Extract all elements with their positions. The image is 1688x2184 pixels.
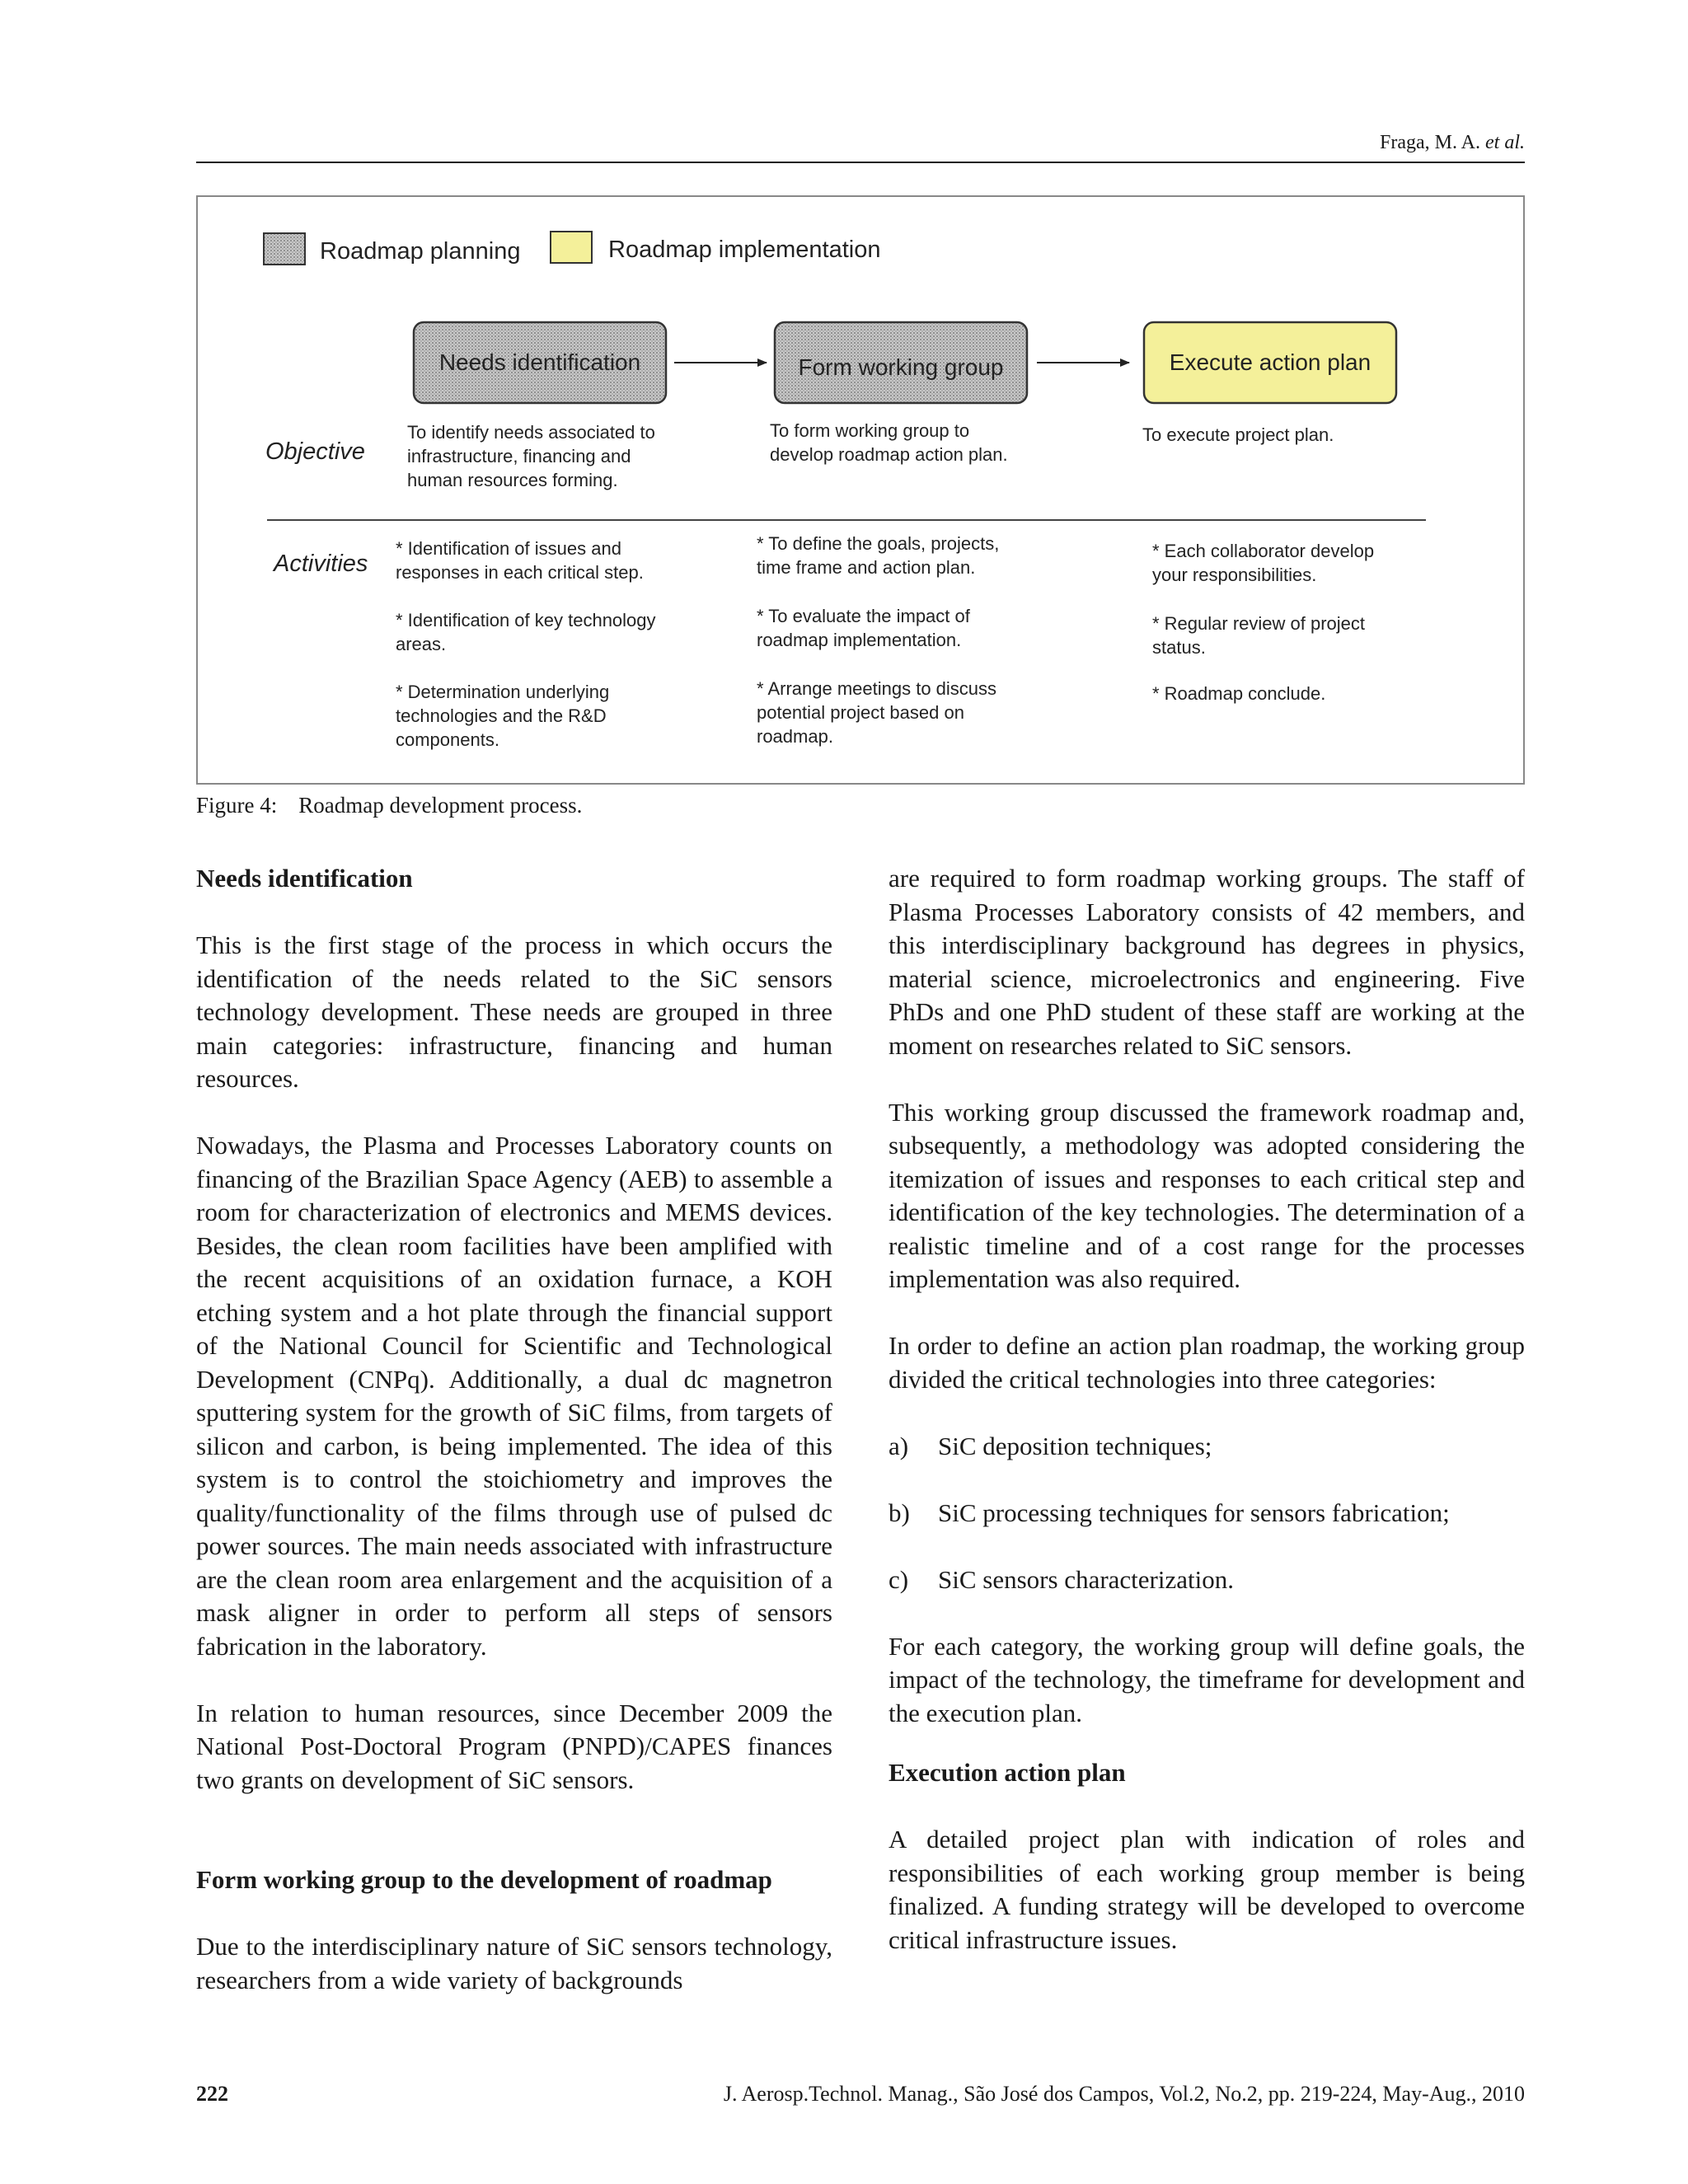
paragraph: This is the first stage of the process in which occurs the identification of the needs related to the SiC sensors technology development. These needs are grouped in three main categories: infrastructure, financing and human resources. [196, 930, 832, 1093]
activity-needs-1: * Identification of issues and responses in each critical step. [396, 538, 644, 583]
list-marker: c) [889, 1564, 909, 1594]
stage-label-execute-action-plan: Execute action plan [1169, 349, 1372, 375]
list-marker: b) [889, 1497, 910, 1527]
journal-citation: J. Aerosp.Technol. Manag., São José dos Campos, Vol.2, No.2, pp. 219-224, May-Aug., 2010 [723, 2082, 1525, 2106]
objective-working-group: To form working group to develop roadmap action plan. [770, 420, 1008, 465]
heading-form-working-group: Form working group to the development of roadmap [196, 1865, 772, 1894]
list-text: SiC sensors characterization. [938, 1564, 1234, 1594]
activity-group-2: * To evaluate the impact of roadmap implementation. [757, 606, 970, 650]
row-label-objective: Objective [265, 438, 365, 465]
list-text: SiC deposition techniques; [938, 1431, 1212, 1460]
heading-needs-identification: Needs identification [196, 864, 413, 893]
page-number: 222 [196, 2082, 228, 2106]
legend-implementation-swatch [551, 232, 592, 263]
activity-needs-2: * Identification of key technology areas. [396, 610, 656, 654]
caption-number: Figure 4: [196, 793, 278, 818]
header-etal: et al. [1485, 132, 1525, 153]
header-rule [196, 162, 1525, 163]
stage-label-needs-identification: Needs identification [438, 349, 641, 375]
right-column [889, 862, 1525, 1990]
legend-planning-swatch [264, 233, 305, 265]
heading-execution-action-plan: Execution action plan [889, 1758, 1126, 1787]
legend-planning-label: Roadmap planning [320, 238, 521, 265]
activity-execute-2: * Regular review of project status. [1152, 613, 1366, 658]
list-marker: a) [889, 1431, 909, 1460]
figure-4 [196, 195, 1525, 785]
list-item [889, 1497, 1525, 1530]
row-label-activities: Activities [274, 551, 368, 577]
paragraph: A detailed project plan with indication of roles and responsibilities of each working group member is being finalized. A funding strategy will be developed to overcome critical infrastructure issues. [889, 1825, 1525, 1954]
paragraph: In relation to human resources, since December 2009 the National Post-Doctoral Program (PNPD)/CAPES finances two grants on development of SiC sensors. [196, 1698, 832, 1794]
paragraph: This working group discussed the framework roadmap and, subsequently, a methodology was adopted considering the itemization of issues and responses to each critical step and identification of the key technologies. The determination of a realistic timeline and of a cost range for the processes implementation was also required. [889, 1097, 1525, 1293]
figure-caption [196, 793, 582, 818]
paragraph: Due to the interdisciplinary nature of SiC sensors technology, researchers from a wide variety of backgrounds [196, 1932, 832, 1994]
objective-execute: To execute project plan. [1142, 424, 1334, 445]
list-item [889, 1563, 1525, 1597]
spacer [196, 1830, 832, 1864]
activity-group-1: * To define the goals, projects, time frame and action plan. [757, 533, 1000, 578]
paragraph: In order to define an action plan roadmap, the working group divided the critical technologies into three categories: [889, 1331, 1525, 1394]
paragraph: For each category, the working group will define goals, the impact of the technology, the timeframe for development and the execution plan. [889, 1631, 1525, 1727]
activity-execute-1: * Each collaborator develop your responsibilities. [1152, 541, 1375, 585]
header-authors: Fraga, M. A. [1380, 132, 1480, 153]
objective-needs: To identify needs associated to infrastructure, financing and human resources forming. [407, 422, 655, 490]
running-header [1380, 132, 1525, 154]
paragraph: are required to form roadmap working groups. The staff of Plasma Processes Laboratory consists of 42 members, and this interdisciplinary background has degrees in physics, material science, microelectronics and engineering. Five PhDs and one PhD student of these staff are working at the moment on researches related to SiC sensors. [889, 864, 1525, 1060]
stage-label-form-working-group: Form working group [798, 354, 1004, 380]
caption-text: Roadmap development process. [298, 793, 583, 818]
list-item [889, 1430, 1525, 1464]
activity-execute-3: * Roadmap conclude. [1152, 683, 1326, 704]
roadmap-diagram [198, 197, 1523, 783]
list-text: SiC processing techniques for sensors fabrication; [938, 1497, 1450, 1527]
legend-implementation-label: Roadmap implementation [608, 237, 881, 263]
activity-group-3: * Arrange meetings to discuss potential project based on roadmap. [757, 678, 997, 747]
paragraph: Nowadays, the Plasma and Processes Laboratory counts on financing of the Brazilian Space Agency (AEB) to assemble a room for characterization of electronics and MEMS devices. Besides, the clean room facilities have been amplified with the recent acquisitions of an oxidation furnace, a KOH etching system and a hot plate through the financial support of the National Council for Scientific and Technological Development (CNPq). Additionally, a dual dc magnetron sputtering system for the growth of SiC films, from targets of silicon and carbon, is being implemented. The idea of this system is to control the stoichiometry and improves the quality/functionality of the films through use of pulsed dc power sources. The main needs associated with infrastructure are the clean room area enlargement and the acquisition of a mask aligner in order to perform all steps of sensors fabrication in the laboratory. [196, 1131, 832, 1661]
activity-needs-3: * Determination underlying technologies and the R&D components. [396, 682, 610, 750]
left-column [196, 862, 832, 2031]
